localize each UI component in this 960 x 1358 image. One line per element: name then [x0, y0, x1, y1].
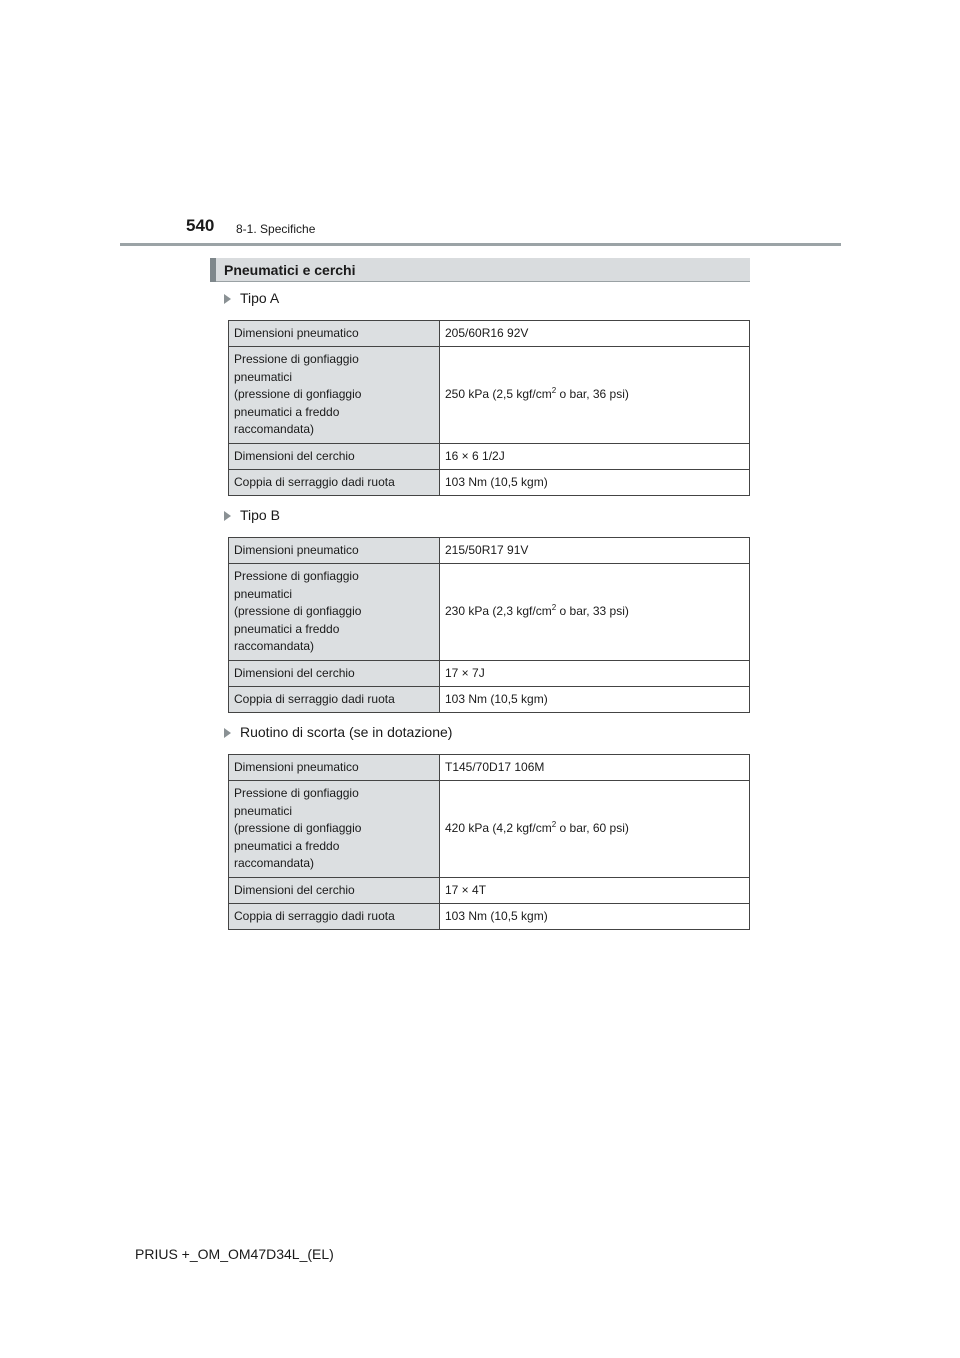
- pressure-value-main: 230 kPa (2,3 kgf/cm: [445, 604, 552, 619]
- pressure-label-line: pneumatici: [234, 803, 293, 818]
- section-label: 8-1. Specifiche: [236, 222, 316, 236]
- page-number: 540: [186, 216, 215, 235]
- table-row: [229, 321, 750, 347]
- torque-value: 103 Nm (10,5 kgm): [440, 904, 750, 930]
- heading-accent: [210, 258, 216, 282]
- table-row: [229, 470, 750, 496]
- torque-label: Coppia di serraggio dadi ruota: [229, 904, 440, 930]
- pressure-label-line: Pressione di gonfiaggio: [234, 786, 359, 801]
- table-row: [229, 904, 750, 930]
- pressure-value-exponent: 2: [551, 386, 557, 396]
- type-a-table: [228, 320, 750, 496]
- tire-size-label: Dimensioni pneumatico: [229, 538, 440, 564]
- type-b-heading: [224, 507, 280, 523]
- pressure-value-tail: o bar, 33 psi): [556, 604, 629, 619]
- pressure-value-exponent: 2: [551, 820, 557, 830]
- tire-size-value: 205/60R16 92V: [440, 321, 750, 347]
- pressure-label-line: pneumatici: [234, 586, 293, 601]
- pressure-value-exponent: 2: [551, 603, 557, 613]
- type-b-title: Tipo B: [240, 507, 280, 523]
- type-a-title: Tipo A: [240, 290, 280, 306]
- spare-table: [228, 754, 750, 930]
- spare-heading: [224, 724, 452, 740]
- pressure-label-line: Pressione di gonfiaggio: [234, 569, 359, 584]
- pressure-value: [440, 347, 750, 444]
- pressure-label-line: (pressione di gonfiaggio: [234, 821, 362, 836]
- tire-size-label: Dimensioni pneumatico: [229, 755, 440, 781]
- torque-value: 103 Nm (10,5 kgm): [440, 470, 750, 496]
- pressure-label-line: pneumatici a freddo: [234, 838, 340, 853]
- torque-label: Coppia di serraggio dadi ruota: [229, 687, 440, 713]
- pressure-label-line: pneumatici: [234, 369, 293, 384]
- pressure-label-line: (pressione di gonfiaggio: [234, 604, 362, 619]
- rim-size-label: Dimensioni del cerchio: [229, 878, 440, 904]
- pressure-label-line: raccomandata): [234, 856, 315, 871]
- pressure-label-line: raccomandata): [234, 422, 315, 437]
- table-row: [229, 444, 750, 470]
- footer-document-code: PRIUS +_OM_OM47D34L_(EL): [135, 1246, 334, 1262]
- table-row: [229, 687, 750, 713]
- tire-size-label: Dimensioni pneumatico: [229, 321, 440, 347]
- rim-size-value: 16 × 6 1/2J: [440, 444, 750, 470]
- spare-title: Ruotino di scorta (se in dotazione): [240, 724, 453, 740]
- table-row: [229, 538, 750, 564]
- section-heading: [210, 258, 750, 282]
- pressure-label-line: pneumatici a freddo: [234, 621, 340, 636]
- pressure-label-line: pneumatici a freddo: [234, 404, 340, 419]
- tire-size-value: 215/50R17 91V: [440, 538, 750, 564]
- pressure-label-line: raccomandata): [234, 639, 315, 654]
- bullet-arrow-icon: [224, 294, 231, 304]
- rim-size-label: Dimensioni del cerchio: [229, 444, 440, 470]
- pressure-value: [440, 564, 750, 661]
- table-row: [229, 878, 750, 904]
- bullet-arrow-icon: [224, 728, 231, 738]
- pressure-label: [229, 781, 440, 878]
- pressure-label-line: (pressione di gonfiaggio: [234, 387, 362, 402]
- table-row: [229, 661, 750, 687]
- pressure-value-tail: o bar, 36 psi): [556, 387, 629, 402]
- torque-label: Coppia di serraggio dadi ruota: [229, 470, 440, 496]
- pressure-value: [440, 781, 750, 878]
- bullet-arrow-icon: [224, 511, 231, 521]
- pressure-label: [229, 564, 440, 661]
- table-row: [229, 564, 750, 661]
- rim-size-label: Dimensioni del cerchio: [229, 661, 440, 687]
- table-row: [229, 347, 750, 444]
- header-rule: [120, 243, 841, 246]
- table-row: [229, 755, 750, 781]
- pressure-value-tail: o bar, 60 psi): [556, 821, 629, 836]
- tire-size-value: T145/70D17 106M: [440, 755, 750, 781]
- rim-size-value: 17 × 7J: [440, 661, 750, 687]
- type-a-heading: [224, 290, 279, 306]
- type-b-table: [228, 537, 750, 713]
- pressure-label: [229, 347, 440, 444]
- section-heading-title: Pneumatici e cerchi: [224, 262, 356, 278]
- rim-size-value: 17 × 4T: [440, 878, 750, 904]
- pressure-value-main: 250 kPa (2,5 kgf/cm: [445, 387, 552, 402]
- table-row: [229, 781, 750, 878]
- torque-value: 103 Nm (10,5 kgm): [440, 687, 750, 713]
- pressure-value-main: 420 kPa (4,2 kgf/cm: [445, 821, 552, 836]
- pressure-label-line: Pressione di gonfiaggio: [234, 352, 359, 367]
